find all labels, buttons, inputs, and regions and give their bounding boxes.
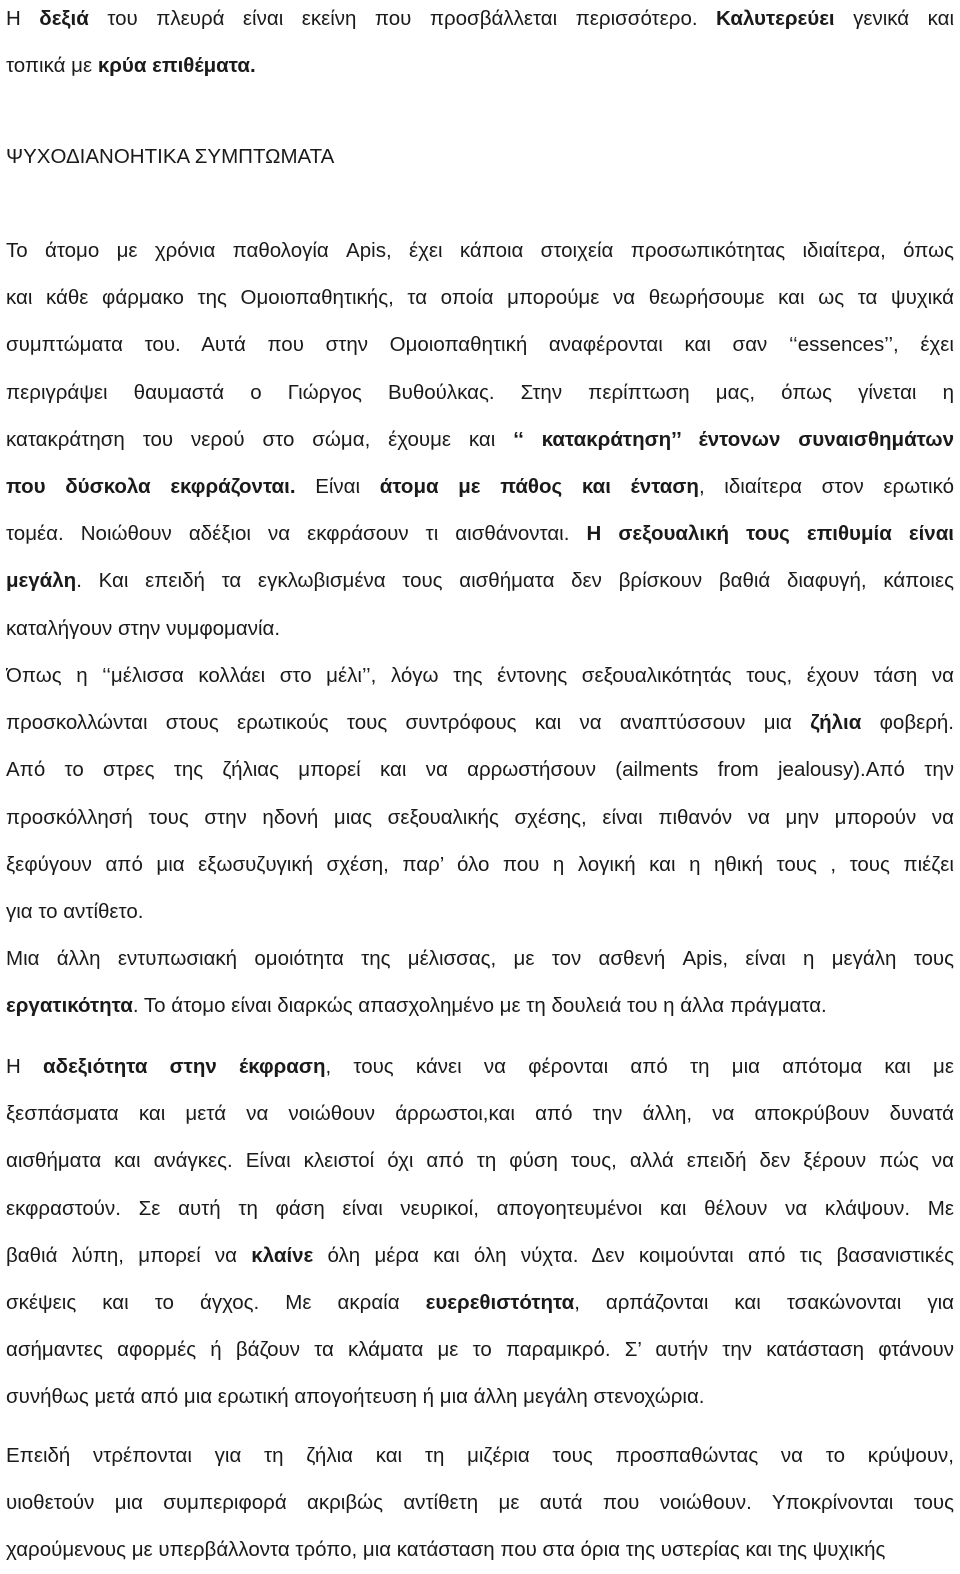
text-run: προσκόλλησή τους στην ηδονή μιας σεξουαλικής σχέσης, είναι πιθανόν να μην μπορούν να (6, 805, 954, 829)
paragraph-apis-personality (6, 227, 954, 652)
bold-text-run: αδεξιότητα στην έκφραση (43, 1055, 326, 1078)
text-run: τομέα. Νοιώθουν αδέξιοι να εκφράσουν τι αισθάνονται. (6, 522, 587, 546)
text-line (6, 746, 954, 793)
section-heading (6, 133, 954, 180)
text-line (6, 1137, 954, 1184)
text-run: ξεφύγουν από μια εξωσυζυγική σχέση, παρ’ όλο που η λογική και η ηθική τους , τους πιέζει (6, 852, 954, 876)
text-line (6, 133, 954, 180)
bold-text-run: ζήλια (810, 711, 862, 735)
intro-paragraph (6, 0, 954, 89)
paragraph-bee-honey (6, 652, 954, 935)
text-line (6, 982, 954, 1029)
text-line (6, 274, 954, 321)
text-line (6, 1090, 954, 1137)
text-line (6, 1432, 954, 1479)
text-run: Η (6, 1055, 44, 1078)
text-run: αισθήματα και ανάγκες. Είναι κλειστοί όχι από τη φύση τους, αλλά επειδή δεν ξέρουν πώς να (6, 1149, 954, 1173)
text-run: Όπως η ‘‘μέλισσα κολλάει στο μέλι’’, λόγω της έντονης σεξουαλικότητάς τους, έχουν τάση να (6, 664, 954, 687)
bold-text-run: εργατικότητα (6, 994, 133, 1018)
text-line (6, 888, 954, 935)
bold-text-run: κρύα επιθέματα (97, 54, 250, 78)
text-line (6, 1232, 954, 1279)
text-line (6, 652, 954, 699)
bold-text-run: Η σεξουαλική τους επιθυμία είναι (586, 522, 954, 546)
text-line (6, 0, 954, 42)
text-run: φοβερή. (861, 711, 954, 735)
text-line (6, 227, 954, 274)
text-run: , ιδιαίτερα στον ερωτικό (698, 474, 954, 498)
bold-text-run: κλαίνε (251, 1243, 314, 1267)
text-line (6, 794, 954, 841)
bold-text-run: μεγάλη (6, 569, 77, 593)
text-run: χαρούμενους με υπερβάλλοντα τρόπο, μια κατάσταση που στα όρια της υστερίας και της ψυχικής (6, 1538, 886, 1562)
text-run: για το αντίθετο. (6, 899, 144, 923)
text-line (6, 841, 954, 888)
text-line (6, 416, 954, 463)
text-run: Από το στρες της ζήλιας μπορεί και να αρρωστήσουν (ailments from jealousy).Από την (6, 758, 954, 782)
text-run: εκφραστούν. Σε αυτή τη φάση είναι νευρικοί, απογοητευμένοι και θέλουν να κλάψουν. Με (6, 1196, 954, 1220)
text-line (6, 1373, 954, 1420)
bold-text-run: . (249, 54, 256, 78)
text-line (6, 463, 954, 510)
text-run: τοπικά με (6, 54, 98, 78)
text-run: , τους κάνει να φέρονται από τη μια απότομα και με (325, 1055, 954, 1078)
text-run: του πλευρά είναι εκείνη που προσβάλλεται περισσότερο. (88, 7, 717, 30)
text-line (6, 1479, 954, 1526)
text-line (6, 605, 954, 652)
text-run: Μια άλλη εντυπωσιακή ομοιότητα της μέλισσας, με τον ασθενή Apis, είναι η μεγάλη τους (6, 947, 954, 970)
paragraph-industriousness (6, 935, 954, 1029)
text-run: ξεσπάσματα και μετά να νοιώθουν άρρωστοι,και από την άλλη, να αποκρύβουν δυνατά (6, 1102, 954, 1126)
text-run: καταλήγουν στην νυμφομανία. (6, 616, 281, 640)
text-run: H (6, 7, 40, 30)
text-run: ΨΥΧΟΔΙΑΝΟΗΤΙΚΑ ΣΥΜΠΤΩΜΑΤΑ (6, 145, 335, 168)
text-line (6, 42, 954, 89)
text-run: . Και επειδή τα εγκλωβισμένα τους αισθήματα δεν βρίσκουν βαθιά διαφυγή, κάποιες (76, 569, 954, 593)
paragraph-expression (6, 1043, 954, 1421)
text-line (6, 699, 954, 746)
text-line (6, 1043, 954, 1090)
bold-text-run: που δύσκολα εκφράζονται. (6, 474, 296, 498)
text-run: συμπτώματα του. Αυτά που στην Ομοιοπαθητική αναφέρονται και σαν ‘‘essences’’, έχει (6, 333, 954, 357)
paragraph-shame (6, 1432, 954, 1574)
text-line (6, 1185, 954, 1232)
text-run: κατακράτηση του νερού στο σώμα, έχουμε και (6, 427, 514, 451)
text-line (6, 369, 954, 416)
text-run: προσκολλώνται στους ερωτικούς τους συντρόφους και να αναπτύσσουν μια (6, 711, 811, 735)
text-run: Είναι (295, 474, 380, 498)
bold-text-run: ευερεθιστότητα (425, 1290, 575, 1314)
text-line (6, 935, 954, 982)
text-run: όλη μέρα και όλη νύχτα. Δεν κοιμούνται από τις βασανιστικές (313, 1243, 954, 1267)
text-line (6, 1526, 954, 1573)
bold-text-run: ‘‘ κατακράτηση’’ έντονων συναισθημάτων (513, 427, 954, 451)
text-run: και κάθε φάρμακο της Ομοιοπαθητικής, τα οποία μπορούμε να θεωρήσουμε και ως τα ψυχικά (6, 286, 954, 310)
text-line (6, 557, 954, 604)
text-run: Επειδή ντρέπονται για τη ζήλια και τη μιζέρια τους προσπαθώντας να το κρύψουν, (6, 1444, 954, 1467)
text-line (6, 1279, 954, 1326)
text-run: συνήθως μετά από μια ερωτική απογοήτευση ή μια άλλη μεγάλη στενοχώρια. (6, 1385, 705, 1409)
bold-text-run: άτομα με πάθος και ένταση (379, 474, 699, 498)
text-line (6, 1326, 954, 1373)
bold-text-run: Καλυτερεύει (716, 7, 835, 30)
text-run: . Το άτομο είναι διαρκώς απασχολημένο με τη δουλειά του η άλλα πράγματα. (132, 994, 827, 1018)
bold-text-run: δεξιά (39, 7, 89, 30)
text-run: βαθιά λύπη, μπορεί να (6, 1243, 252, 1267)
text-run: υιοθετούν μια συμπεριφορά ακριβώς αντίθετη με αυτά που νοιώθουν. Υποκρίνονται τους (6, 1491, 954, 1515)
text-line (6, 510, 954, 557)
text-run: περιγράψει θαυμαστά ο Γιώργος Βυθούλκας. Στην περίπτωση μας, όπως γίνεται η (6, 380, 954, 404)
text-line (6, 321, 954, 368)
text-run: γενικά και (834, 7, 954, 30)
text-run: , αρπάζονται και τσακώνονται για (574, 1290, 954, 1314)
text-run: σκέψεις και το άγχος. Με ακραία (6, 1290, 426, 1314)
text-run: Το άτομο με χρόνια παθολογία Apis, έχει κάποια στοιχεία προσωπικότητας ιδιαίτερα, όπως (6, 239, 954, 262)
text-run: ασήμαντες αφορμές ή βάζουν τα κλάματα με το παραμικρό. Σ’ αυτήν την κατάσταση φτάνουν (6, 1338, 954, 1362)
